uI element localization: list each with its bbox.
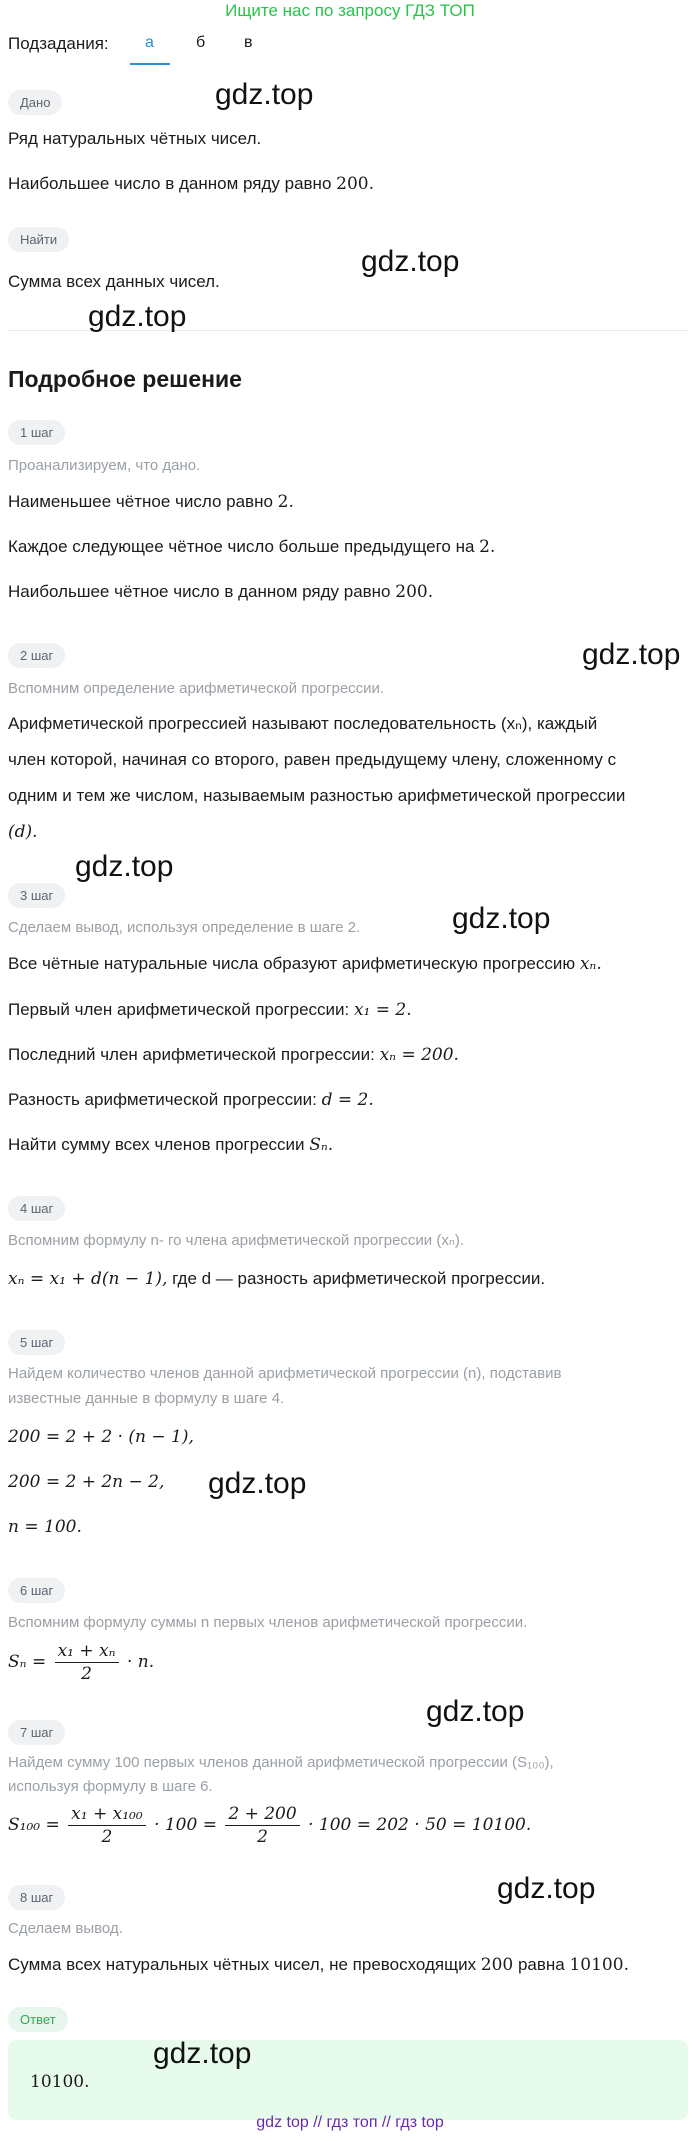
step-5-hint-1: Найдем количество членов данной арифметической прогрессии (n), подставив (8, 1365, 562, 1382)
active-tab-indicator (130, 63, 170, 65)
step-8-conclusion: Сумма всех натуральных чётных чисел, не превосходящих 200 равна 10100. (8, 1955, 629, 1975)
step-3-line-3: Последний член арифметической прогрессии: xₙ = 200. (8, 1045, 459, 1065)
given-line-2: Наибольшее число в данном ряду равно 200. (8, 174, 374, 194)
footer-links[interactable]: gdz top // гдз топ // гдз top (256, 2114, 444, 2131)
tab-a[interactable]: а (145, 34, 154, 51)
answer-pill: Ответ (8, 2007, 68, 2032)
step-6-hint: Вспомним формулу суммы n первых членов арифметической прогрессии. (8, 1614, 528, 1631)
watermark: gdz.top (361, 245, 460, 278)
watermark: gdz.top (215, 78, 314, 111)
step-5-eq-1: 200 = 2 + 2 · (n − 1), (8, 1427, 194, 1447)
step-7-fraction-1: $\frac{\text{x₁ + x₁₀₀}}{2}$ (68, 1803, 146, 1848)
solution-title: Подробное решение (8, 366, 242, 392)
step-2-para-1: Арифметической прогрессией называют последовательность (xₙ), каждый (8, 714, 598, 733)
step-1-hint: Проанализируем, что дано. (8, 457, 201, 474)
step-2-para-4: (d). (8, 822, 38, 842)
given-line-1: Ряд натуральных чётных чисел. (8, 129, 262, 148)
step-3-line-1: Все чётные натуральные числа образуют арифметическую прогрессию xₙ. (8, 954, 602, 974)
tab-b[interactable]: б (196, 34, 206, 51)
step-6-pill: 6 шаг (8, 1578, 65, 1603)
step-6-formula: Sₙ = $\frac{\text{x₁ + xₙ}}{2}$ · n. (8, 1641, 155, 1684)
step-6-fraction: $\frac{\text{x₁ + xₙ}}{2}$ (55, 1640, 119, 1685)
step-7-fraction-2: $\frac{2 + 200}{2}$ (225, 1803, 299, 1848)
watermark: gdz.top (88, 300, 187, 333)
step-2-pill: 2 шаг (8, 643, 65, 668)
step-7-hint-2: используя формулу в шаге 6. (8, 1778, 213, 1795)
step-5-eq-3: n = 100. (8, 1517, 82, 1537)
step-8-hint: Сделаем вывод. (8, 1920, 123, 1937)
step-2-hint: Вспомним определение арифметической прогрессии. (8, 680, 385, 697)
step-1-pill: 1 шаг (8, 420, 65, 445)
step-2-para-3: одним и тем же числом, называемым разностью арифметической прогрессии (8, 786, 626, 805)
watermark: gdz.top (497, 1872, 596, 1905)
find-line-1: Сумма всех данных чисел. (8, 272, 220, 291)
step-3-line-2: Первый член арифметической прогрессии: x₁ = 2. (8, 1000, 412, 1020)
step-3-hint: Сделаем вывод, используя определение в шаге 2. (8, 919, 361, 936)
step-4-hint: Вспомним формулу n- го члена арифметической прогрессии (xₙ). (8, 1232, 464, 1249)
step-8-pill: 8 шаг (8, 1885, 65, 1910)
step-7-hint-1: Найдем сумму 100 первых членов данной арифметической прогрессии (S₁₀₀), (8, 1754, 554, 1771)
tab-v[interactable]: в (244, 34, 253, 51)
watermark: gdz.top (426, 1695, 525, 1728)
step-3-line-4: Разность арифметической прогрессии: d = 2. (8, 1090, 374, 1110)
watermark: gdz.top (452, 902, 551, 935)
step-3-pill: 3 шаг (8, 883, 65, 908)
answer-box (8, 2040, 688, 2120)
given-pill: Дано (8, 90, 62, 115)
step-2-para-2: член которой, начиная со второго, равен предыдущему члену, сложенному с (8, 750, 617, 769)
step-5-hint-2: известные данные в формулу в шаге 4. (8, 1390, 285, 1407)
step-5-eq-2: 200 = 2 + 2n − 2, (8, 1472, 165, 1492)
step-7-formula: S₁₀₀ = $\frac{\text{x₁ + x₁₀₀}}{2}$ · 100 = $\frac{2 + 200}{2}$ · 100 = 202 · 50 = 10100. (8, 1804, 532, 1847)
watermark: gdz.top (153, 2037, 252, 2070)
watermark: gdz.top (582, 638, 681, 671)
step-5-pill: 5 шаг (8, 1330, 65, 1355)
step-4-line-1: xₙ = x₁ + d(n − 1), где d — разность арифметической прогрессии. (8, 1269, 546, 1289)
step-1-line-2: Каждое следующее чётное число больше предыдущего на 2. (8, 537, 496, 557)
watermark: gdz.top (208, 1467, 307, 1500)
promo-banner[interactable]: Ищите нас по запросу ГДЗ ТОП (225, 1, 475, 20)
answer-value: 10100. (30, 2072, 90, 2092)
step-7-pill: 7 шаг (8, 1720, 65, 1745)
watermark: gdz.top (75, 850, 174, 883)
find-pill: Найти (8, 227, 69, 252)
step-1-line-3: Наибольшее чётное число в данном ряду равно 200. (8, 582, 434, 602)
step-3-line-5: Найти сумму всех членов прогрессии Sₙ. (8, 1135, 334, 1155)
step-1-line-1: Наименьшее чётное число равно 2. (8, 492, 294, 512)
step-4-pill: 4 шаг (8, 1196, 65, 1221)
subtasks-label: Подзадания: (8, 34, 109, 53)
